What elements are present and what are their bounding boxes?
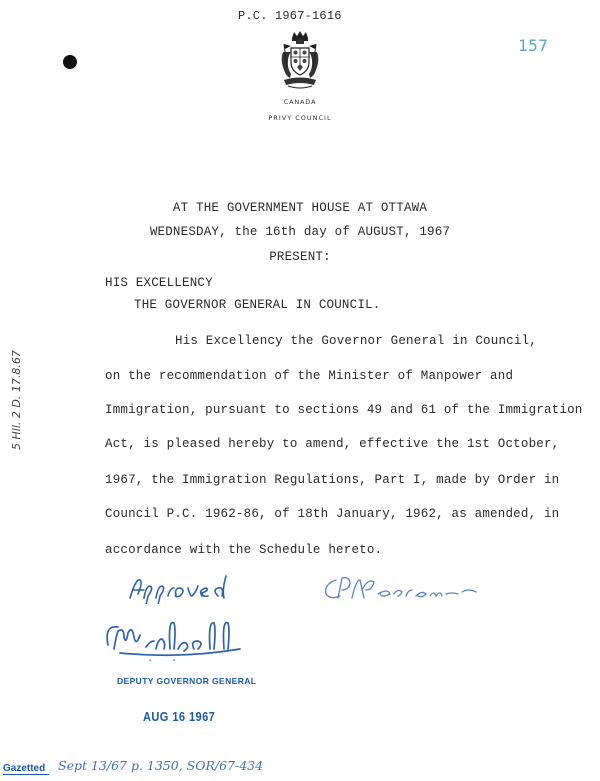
gazetted-stamp: Gazetted — [3, 763, 46, 774]
pc-number: P.C. 1967-1616 — [238, 9, 342, 23]
date-stamp: AUG 16 1967 — [143, 709, 216, 724]
crest-caption-privy-council: PRIVY COUNCIL — [268, 114, 332, 122]
page-number: 157 — [518, 36, 549, 55]
canada-coat-of-arms-icon — [278, 30, 322, 92]
date-line: WEDNESDAY, the 16th day of AUGUST, 1967 — [149, 225, 451, 239]
body-line: accordance with the Schedule hereto. — [105, 543, 383, 557]
body-line: on the recommendation of the Minister of Manpower and — [105, 369, 514, 383]
punch-hole — [63, 55, 77, 69]
attendance-line-2: THE GOVERNOR GENERAL IN COUNCIL. — [134, 298, 381, 312]
body-line: Council P.C. 1962-86, of 18th January, 1962, as amended, in — [105, 507, 560, 521]
body-line: His Excellency the Governor General in Council, — [175, 334, 537, 348]
crest-caption-canada: CANADA — [283, 98, 317, 106]
signature-dots: . . — [147, 653, 178, 664]
gazetted-handwritten-note: Sept 13/67 p. 1350, SOR/67-434 — [58, 758, 264, 773]
body-line: 1967, the Immigration Regulations, Part I, made by Order in — [105, 473, 560, 487]
present-heading: PRESENT: — [269, 250, 331, 264]
deputy-governor-general-label: DEPUTY GOVERNOR GENERAL — [117, 676, 257, 686]
body-line: Act, is pleased hereby to amend, effective the 1st October, — [105, 437, 560, 451]
attendance-line-1: HIS EXCELLENCY — [105, 276, 213, 290]
approved-signature — [126, 572, 241, 604]
margin-handwritten-note: 5 Hll. 2 D. 17.8.67 — [10, 350, 23, 450]
deputy-governor-general-signature — [100, 615, 270, 665]
location-line: AT THE GOVERNMENT HOUSE AT OTTAWA — [172, 201, 428, 215]
body-line: Immigration, pursuant to sections 49 and 61 of the Immigration — [105, 403, 583, 417]
pearson-signature — [322, 572, 492, 604]
gazetted-underline — [3, 774, 49, 775]
